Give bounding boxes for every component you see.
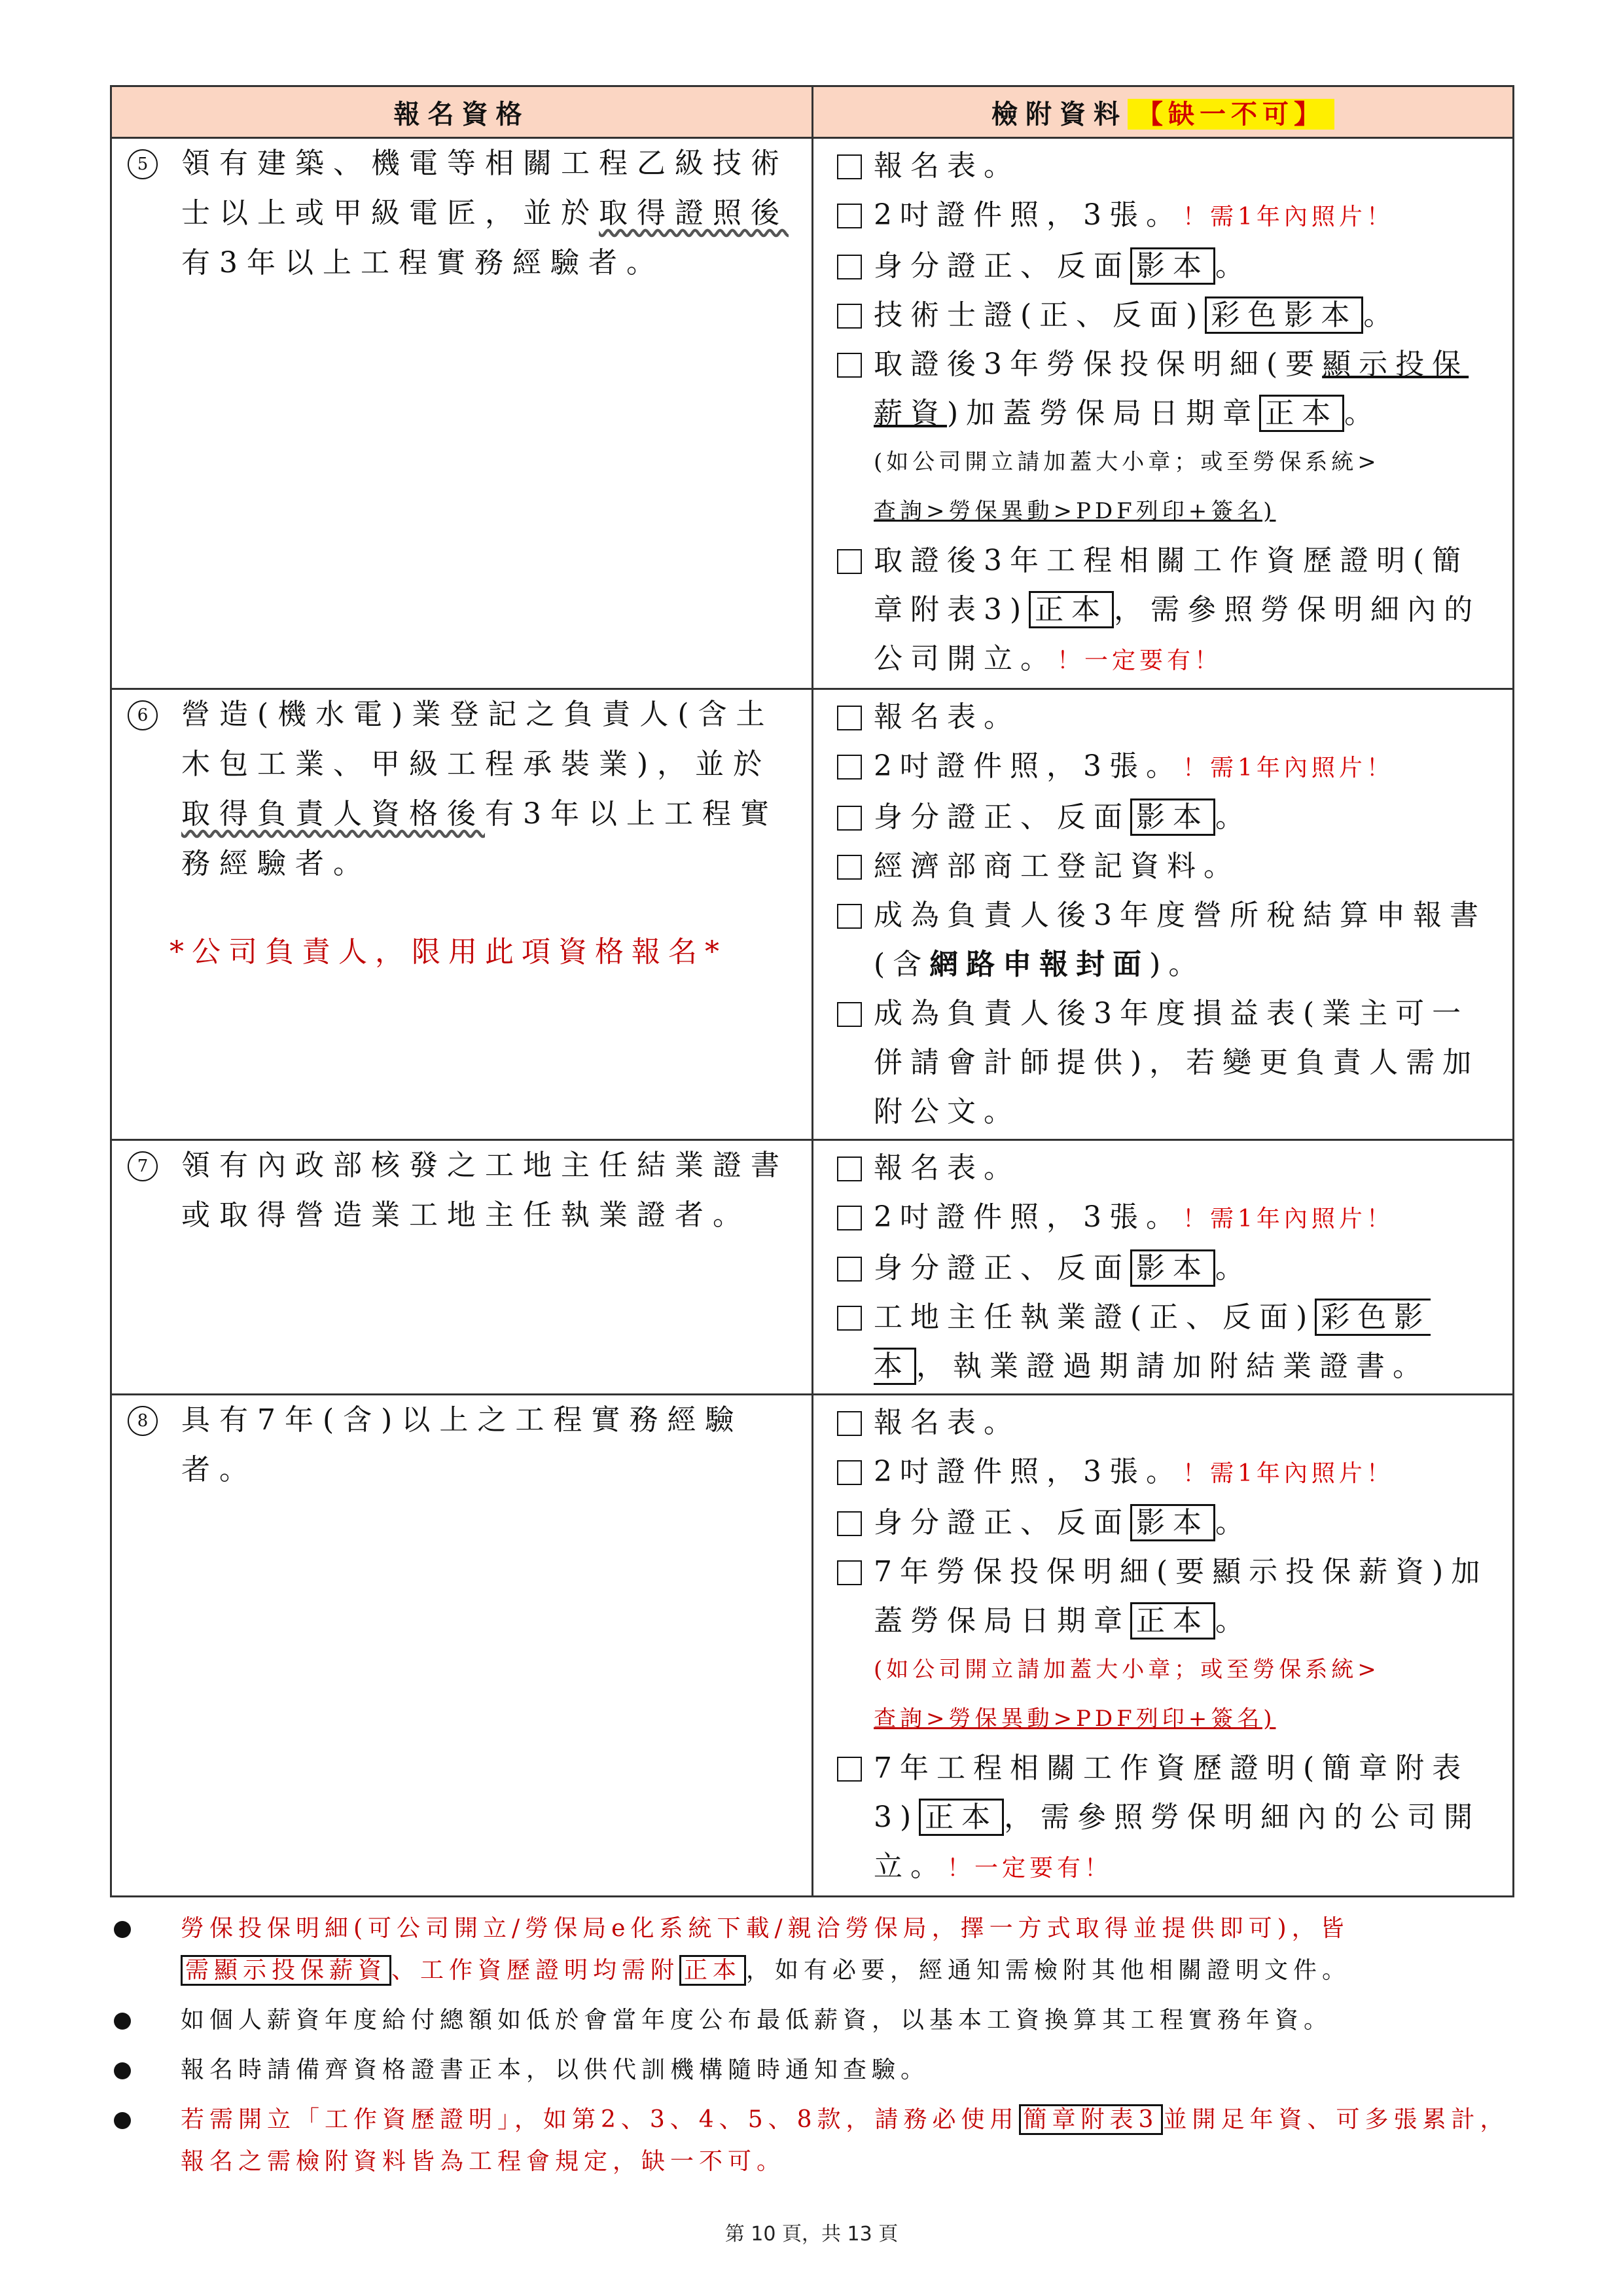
- item-text: ，需參照勞保明細內的公司開立。: [874, 1801, 1481, 1883]
- must-warning: ！一定要有！: [1057, 647, 1222, 674]
- list-item: [837, 1547, 1499, 1645]
- checkbox[interactable]: [837, 255, 862, 279]
- item-text: 7年工程相關工作資歷證明(簡章附表3): [874, 1751, 1469, 1834]
- photo-warning: ！需1年內照片！: [1183, 1460, 1394, 1487]
- item-text: 身分證正、反面: [874, 800, 1130, 834]
- item-text: 。: [1363, 298, 1400, 332]
- list-item: [837, 842, 1499, 891]
- table-header-row: [111, 86, 1514, 138]
- qualification-cell: [111, 689, 813, 1140]
- qualification-cell: [111, 1140, 813, 1395]
- list-item: [837, 1398, 1499, 1447]
- item-text: 7年勞保投保明細(要顯示投保薪資)加蓋勞保局日期章: [874, 1555, 1488, 1638]
- qual-text: 有3年以上工程實務經驗者。: [181, 246, 664, 279]
- item-text: 。: [1215, 249, 1252, 283]
- bullet-icon: [114, 2062, 131, 2079]
- boxed-text: 正本: [1029, 591, 1114, 628]
- list-item: [837, 242, 1499, 291]
- note-text: 報名時請備齊資格證書正本，以供代訓機構隨時通知查驗。: [181, 2056, 930, 2083]
- item-text: 報名表。: [874, 149, 1020, 183]
- item-text: 技術士證(正、反面): [874, 298, 1205, 332]
- notes-list: [110, 1908, 1514, 2183]
- list-item: [110, 1908, 1514, 1992]
- item-text: 。: [1215, 1604, 1252, 1638]
- qualification-cell: [111, 1395, 813, 1897]
- table-row: [111, 1140, 1514, 1395]
- item-text: 。: [1215, 1506, 1252, 1539]
- table-row: [111, 689, 1514, 1140]
- checkbox[interactable]: [837, 304, 862, 329]
- checkbox[interactable]: [837, 154, 862, 179]
- list-item: [837, 291, 1499, 340]
- list-item: [837, 793, 1499, 842]
- checkbox[interactable]: [837, 549, 862, 574]
- item-text: 2吋證件照，3張。: [874, 1200, 1183, 1234]
- item-text: 。: [1215, 1251, 1252, 1285]
- boxed-text: 正本: [1130, 1602, 1215, 1640]
- checkbox[interactable]: [837, 1306, 862, 1331]
- insurance-note: (如公司開立請加蓋大小章；或至勞保系統>: [874, 449, 1380, 475]
- underlined-text: 顯示投保薪資: [874, 348, 1469, 430]
- list-item: [837, 989, 1499, 1136]
- list-item: [837, 1143, 1499, 1193]
- boxed-text: 彩色影本: [874, 1299, 1431, 1385]
- item-text: 成為負責人後3年度損益表(業主可一併請會計師提供)，若變更負責人需加附公文。: [874, 997, 1480, 1128]
- list-item: [110, 2049, 1514, 2091]
- list-item: [837, 340, 1499, 438]
- must-warning: ！一定要有！: [947, 1855, 1113, 1882]
- list-item: [837, 692, 1499, 742]
- checkbox[interactable]: [837, 1157, 862, 1181]
- list-item: [837, 536, 1499, 685]
- item-text: 身分證正、反面: [874, 1251, 1130, 1285]
- header-qualification-label: 報名資格: [393, 98, 530, 130]
- documents-cell: [813, 689, 1514, 1140]
- bullet-icon: [114, 1921, 131, 1938]
- boxed-text: 需顯示投保薪資: [181, 1955, 391, 1986]
- circled-number: 8: [128, 1406, 158, 1436]
- insurance-note-path: 查詢>勞保異動>PDF列印+簽名): [874, 498, 1276, 524]
- item-text: 身分證正、反面: [874, 249, 1130, 283]
- item-text: )。: [1149, 948, 1205, 981]
- qualification-text: [128, 1395, 793, 1495]
- bullet-icon: [114, 2013, 131, 2030]
- qualification-text: [128, 690, 793, 889]
- checkbox[interactable]: [837, 855, 862, 880]
- item-text: 報名表。: [874, 1151, 1020, 1185]
- checkbox[interactable]: [837, 1560, 862, 1585]
- qual-text: 具有7年(含)以上之工程實務經驗者。: [181, 1403, 743, 1486]
- requirements-table: [110, 85, 1514, 1897]
- checkbox[interactable]: [837, 1460, 862, 1485]
- checkbox[interactable]: [837, 1002, 862, 1027]
- boxed-text: 影本: [1130, 798, 1215, 836]
- checkbox[interactable]: [837, 1206, 862, 1230]
- boxed-text: 影本: [1130, 247, 1215, 285]
- item-text: 身分證正、反面: [874, 1506, 1130, 1539]
- list-item: [837, 1244, 1499, 1293]
- item-text: 2吋證件照，3張。: [874, 198, 1183, 232]
- list-item: [837, 1744, 1499, 1893]
- bold-text: 網路申報封面: [929, 948, 1150, 981]
- insurance-note: (如公司開立請加蓋大小章；或至勞保系統>: [874, 1657, 1380, 1683]
- photo-warning: ！需1年內照片！: [1183, 1206, 1394, 1232]
- qual-emphasis: 取得負責人資格後: [181, 797, 485, 831]
- checkbox[interactable]: [837, 706, 862, 730]
- boxed-text: 影本: [1130, 1504, 1215, 1541]
- circled-number: 7: [128, 1151, 158, 1181]
- note-text: 若需開立「工作資歷證明」，如第2、3、4、5、8款，請務必使用: [181, 2106, 1019, 2133]
- qual-text: 營造(機水電)業登記之負責人(含土木包工業、甲級工程承裝業)，並於: [181, 698, 774, 781]
- list-item: [110, 2099, 1514, 2183]
- header-qualification: [111, 86, 813, 138]
- boxed-text: 正本: [1259, 395, 1344, 432]
- checkbox[interactable]: [837, 755, 862, 780]
- qualification-cell: [111, 138, 813, 689]
- item-text: 報名表。: [874, 700, 1020, 734]
- documents-cell: [813, 1140, 1514, 1395]
- checkbox[interactable]: [837, 1757, 862, 1782]
- header-documents: [813, 86, 1514, 138]
- item-text: 。: [1344, 397, 1382, 430]
- list-item: [837, 1193, 1499, 1244]
- note-text: 並開足年資、可多張累計，報名之需檢附資料皆為工程會規定，缺一不可。: [181, 2106, 1509, 2175]
- item-text: 報名表。: [874, 1406, 1020, 1439]
- page-footer: 第 10 頁，共 13 頁: [724, 2223, 899, 2246]
- list-item: [110, 2000, 1514, 2041]
- note-text: ，如有必要，經通知需檢附其他相關證明文件。: [746, 1957, 1351, 1984]
- checkbox[interactable]: [837, 904, 862, 929]
- item-text: ，需參照勞保明細內的公司開立。: [874, 593, 1481, 675]
- item-text: 經濟部商工登記資料。: [874, 850, 1240, 883]
- list-item: [837, 190, 1499, 242]
- insurance-note-path: 查詢>勞保異動>PDF列印+簽名): [874, 1706, 1276, 1732]
- documents-cell: [813, 138, 1514, 689]
- list-item: [837, 1293, 1499, 1391]
- checkbox[interactable]: [837, 353, 862, 378]
- circled-number: 6: [128, 700, 158, 730]
- header-highlight: 【缺一不可】: [1128, 99, 1334, 130]
- photo-warning: ！需1年內照片！: [1183, 755, 1394, 781]
- qual-text: 有3年以上工程實務經驗者。: [181, 797, 778, 880]
- note-text: 如個人薪資年度給付總額如低於會當年度公布最低薪資，以基本工資換算其工程實務年資。: [181, 2007, 1333, 2034]
- item-text: 2吋證件照，3張。: [874, 1455, 1183, 1488]
- qual-emphasis: 取得證照後: [599, 196, 789, 230]
- checkbox[interactable]: [837, 1511, 862, 1536]
- list-item: [837, 891, 1499, 989]
- table-row: [111, 1395, 1514, 1897]
- qual-text: 領有內政部核發之工地主任結業證書或取得營造業工地主任執業證者。: [181, 1149, 789, 1232]
- item-text: 工地主任執業證(正、反面): [874, 1300, 1315, 1334]
- list-item: [837, 1447, 1499, 1498]
- note-text: 勞保投保明細(可公司開立/勞保局e化系統下載/親洽勞保局，擇一方式取得並提供即可)，皆: [181, 1915, 1349, 1942]
- note-text: 、工作資歷證明均需附: [391, 1957, 680, 1984]
- checkbox[interactable]: [837, 1411, 862, 1436]
- qual-text: 領有建築、機電等相關工程乙級技術士以上或甲級電匠，並於: [181, 147, 789, 230]
- item-text: 取證後3年勞保投保明細(要: [874, 348, 1323, 381]
- bullet-icon: [114, 2112, 131, 2129]
- boxed-text: 簡章附表3: [1019, 2104, 1164, 2135]
- qualification-text: [128, 139, 793, 288]
- circled-number: 5: [128, 149, 158, 179]
- list-item: [837, 742, 1499, 793]
- boxed-text: 正本: [919, 1799, 1004, 1836]
- item-text: 成為負責人後3年度營所稅結算申報書(含: [874, 899, 1486, 981]
- item-text: 。: [1215, 800, 1252, 834]
- item-text: 2吋證件照，3張。: [874, 749, 1183, 783]
- boxed-text: 影本: [1130, 1249, 1215, 1287]
- item-text: 取證後3年工程相關工作資歷證明(簡章附表3): [874, 544, 1469, 626]
- table-row: [111, 138, 1514, 689]
- item-text: ，執業證過期請加附結業證書。: [916, 1350, 1429, 1383]
- checkbox[interactable]: [837, 204, 862, 228]
- photo-warning: ！需1年內照片！: [1183, 204, 1394, 230]
- list-item: [837, 141, 1499, 190]
- list-item: [837, 1498, 1499, 1547]
- header-documents-label: 檢附資料: [991, 98, 1128, 130]
- qualification-text: [128, 1141, 793, 1240]
- document-page: [110, 85, 1514, 2191]
- documents-cell: [813, 1395, 1514, 1897]
- boxed-text: 彩色影本: [1205, 296, 1363, 334]
- owner-note: *公司負責人，限用此項資格報名*: [169, 935, 727, 969]
- item-text: )加蓋勞保局日期章: [947, 397, 1260, 430]
- checkbox[interactable]: [837, 1257, 862, 1282]
- boxed-text: 正本: [679, 1955, 746, 1986]
- checkbox[interactable]: [837, 806, 862, 831]
